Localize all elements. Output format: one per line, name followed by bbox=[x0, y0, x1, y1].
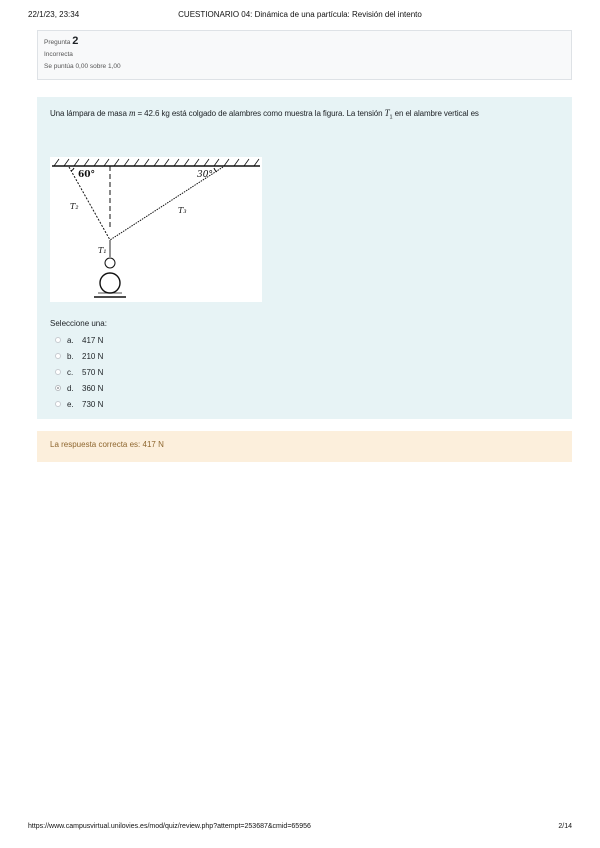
radio-button-selected[interactable] bbox=[55, 385, 61, 391]
angle-label-left: 60° bbox=[78, 170, 96, 180]
tension-symbol: T bbox=[384, 108, 390, 118]
print-datetime: 22/1/23, 23:34 bbox=[28, 10, 80, 19]
question-grade: Se puntúa 0,00 sobre 1,00 bbox=[44, 63, 121, 70]
question-label: Pregunta bbox=[44, 39, 71, 46]
answer-letter: a. bbox=[67, 335, 74, 345]
answer-letter: b. bbox=[67, 351, 74, 361]
answer-option-c[interactable] bbox=[55, 364, 103, 380]
answer-value: 570 N bbox=[82, 367, 104, 377]
lamp-diagram bbox=[50, 157, 262, 302]
question-number bbox=[44, 35, 565, 47]
question-number-value: 2 bbox=[72, 35, 79, 47]
qtext-prefix: Una lámpara de masa bbox=[50, 109, 129, 118]
answer-prompt: Seleccione una: bbox=[50, 319, 107, 328]
answer-value: 360 N bbox=[82, 383, 104, 393]
lamp-diagram-svg bbox=[50, 157, 262, 302]
print-header bbox=[0, 10, 600, 24]
mass-symbol: m bbox=[128, 108, 136, 118]
answer-option-e[interactable] bbox=[55, 396, 103, 412]
question-text bbox=[50, 107, 559, 124]
answer-letter: e. bbox=[67, 399, 74, 409]
answer-value: 210 N bbox=[82, 351, 104, 361]
answer-option-d[interactable] bbox=[55, 380, 103, 396]
document-title: CUESTIONARIO 04: Dinámica de una partícula: Revisión del intento bbox=[178, 10, 422, 19]
tension-label-t3: T₃ bbox=[178, 206, 187, 215]
page-number: 2/14 bbox=[558, 823, 572, 830]
correct-answer-feedback bbox=[37, 431, 572, 462]
answer-letter: d. bbox=[67, 383, 74, 393]
page-url: https://www.campusvirtual.unilovies.es/mod/quiz/review.php?attempt=253687&cmid=65956 bbox=[28, 823, 311, 830]
question-formulation bbox=[37, 97, 572, 419]
question-state: Incorrecta bbox=[44, 51, 73, 58]
question-info-panel bbox=[37, 30, 572, 80]
radio-button[interactable] bbox=[55, 337, 61, 343]
answer-letter: c. bbox=[67, 367, 74, 377]
qtext-suffix: en el alambre vertical es bbox=[392, 109, 479, 118]
tension-subscript: 1 bbox=[389, 114, 393, 121]
qtext-mid: = 42.6 kg está colgado de alambres como muestra la figura. La tensión bbox=[135, 109, 385, 118]
tension-label-t2: T₂ bbox=[70, 202, 79, 211]
radio-button[interactable] bbox=[55, 369, 61, 375]
feedback-text: La respuesta correcta es: 417 N bbox=[50, 440, 164, 449]
radio-button[interactable] bbox=[55, 401, 61, 407]
answer-option-b[interactable] bbox=[55, 348, 103, 364]
angle-label-right: 30° bbox=[197, 170, 213, 180]
answer-value: 417 N bbox=[82, 335, 104, 345]
answer-option-a[interactable] bbox=[55, 332, 103, 348]
tension-label-t1: T₁ bbox=[98, 246, 107, 255]
radio-button[interactable] bbox=[55, 353, 61, 359]
answer-value: 730 N bbox=[82, 399, 104, 409]
answer-list bbox=[55, 332, 103, 412]
